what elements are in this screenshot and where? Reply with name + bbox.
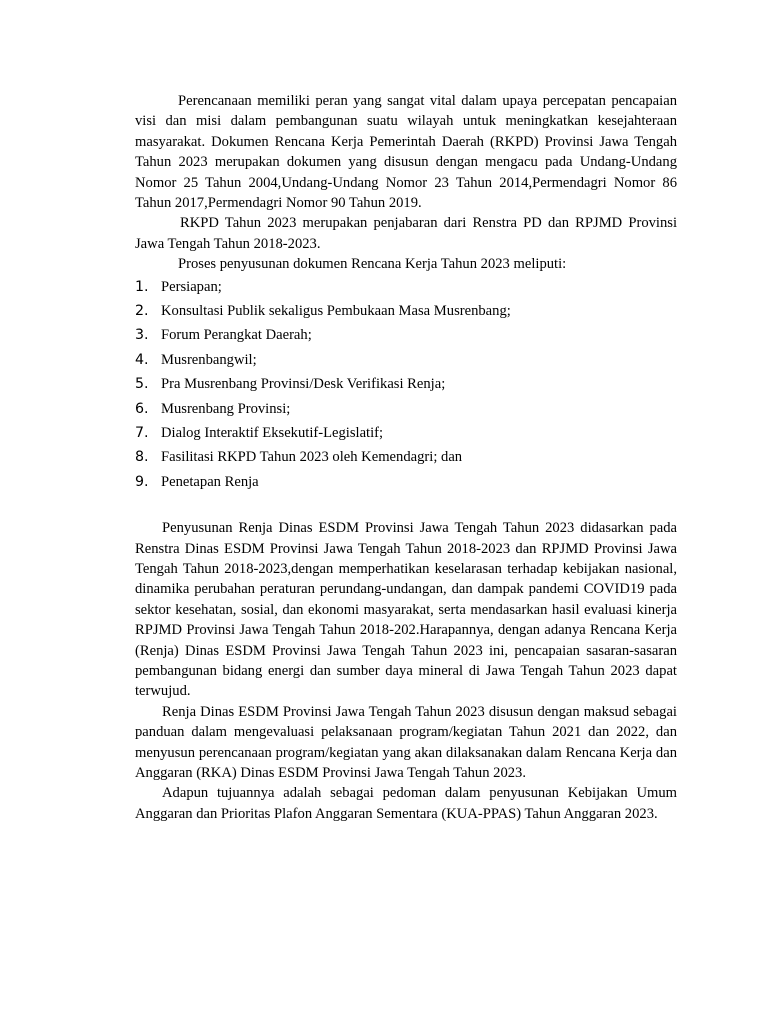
list-text: Pra Musrenbang Provinsi/Desk Verifikasi Renja;	[161, 376, 446, 393]
document-page	[135, 91, 677, 824]
paragraph-intro: Perencanaan memiliki peran yang sangat vital dalam upaya percepatan pencapaian visi dan misi dalam pembangunan suatu wilayah untuk meningkatkan kesejahteraan masyarakat. Dokumen Rencana Kerja Pemerintah Daerah (RKPD) Provinsi Jawa Tengah Tahun 2023 merupakan dokumen yang disusun dengan mengacu pada Undang-Undang Nomor 25 Tahun 2004,Undang-Undang Nomor 23 Tahun 2014,Permendagri Nomor 86 Tahun 2017,Permendagri Nomor 90 Tahun 2019.	[135, 93, 677, 212]
paragraph-renja-basis: Penyusunan Renja Dinas ESDM Provinsi Jawa Tengah Tahun 2023 didasarkan pada Renstra Dinas ESDM Provinsi Jawa Tengah Tahun 2018-2023 dan RPJMD Provinsi Jawa Tengah Tahun 2018-2023,dengan memperhatikan keselarasan terhadap kebijakan nasional, dinamika perubahan peraturan perundang-undangan, dan dampak pandemi COVID19 pada sektor kesehatan, sosial, dan ekonomi masyarakat, serta mendasarkan hasil evaluasi kinerja RPJMD Provinsi Jawa Tengah Tahun 2018-202.Harapannya, dengan adanya Rencana Kerja (Renja) Dinas ESDM Provinsi Jawa Tengah Tahun 2023 ini, pencapaian sasaran-sasaran pembangunan bidang energi dan sumber daya mineral di Jawa Tengah Tahun 2023 dapat terwujud.	[135, 520, 677, 700]
paragraph-rkpd: RKPD Tahun 2023 merupakan penjabaran dari Renstra PD dan RPJMD Provinsi Jawa Tengah Tahun 2018-2023.	[135, 215, 677, 252]
list-item	[135, 374, 677, 398]
list-text: Dialog Interaktif Eksekutif-Legislatif;	[161, 425, 384, 441]
list-item	[135, 447, 677, 471]
list-text: Penetapan Renja	[161, 473, 259, 490]
paragraph-renja-objective: Adapun tujuannya adalah sebagai pedoman dalam penyusunan Kebijakan Umum Anggaran dan Prioritas Plafon Anggaran Sementara (KUA-PPAS) Tahun Anggaran 2023.	[135, 785, 677, 822]
process-list	[135, 277, 677, 497]
paragraph-renja-purpose: Renja Dinas ESDM Provinsi Jawa Tengah Tahun 2023 disusun dengan maksud sebagai panduan dalam mengevaluasi pelaksanaan program/kegiatan Tahun 2021 dan 2022, dan menyusun perencanaan program/kegiatan yang akan dilaksanakan dalam Rencana Kerja dan Anggaran (RKA) Dinas ESDM Provinsi Jawa Tengah Tahun 2023.	[135, 703, 677, 782]
list-item	[135, 423, 677, 447]
list-number: 6.	[135, 400, 149, 417]
list-text: Fasilitasi RKPD Tahun 2023 oleh Kemendagri; dan	[161, 449, 463, 466]
list-item	[135, 277, 677, 301]
list-number: 2.	[135, 303, 149, 320]
list-number: 8.	[135, 449, 149, 466]
list-number: 4.	[135, 351, 149, 368]
list-item	[135, 350, 677, 374]
list-number: 7.	[135, 425, 149, 441]
list-item	[135, 325, 677, 349]
list-text: Persiapan;	[161, 278, 222, 295]
list-text: Musrenbang Provinsi;	[161, 400, 291, 417]
list-item	[135, 472, 677, 496]
list-item	[135, 301, 677, 325]
list-number: 5.	[135, 376, 149, 393]
list-text: Konsultasi Publik sekaligus Pembukaan Masa Musrenbang;	[161, 303, 511, 320]
list-text: Musrenbangwil;	[161, 351, 257, 368]
list-number: 3.	[135, 327, 149, 344]
list-text: Forum Perangkat Daerah;	[161, 327, 312, 344]
list-item	[135, 399, 677, 423]
list-number: 9.	[135, 473, 149, 490]
spacer	[135, 496, 677, 518]
list-number: 1.	[135, 278, 149, 295]
paragraph-process-intro: Proses penyusunan dokumen Rencana Kerja Tahun 2023 meliputi:	[178, 256, 567, 273]
